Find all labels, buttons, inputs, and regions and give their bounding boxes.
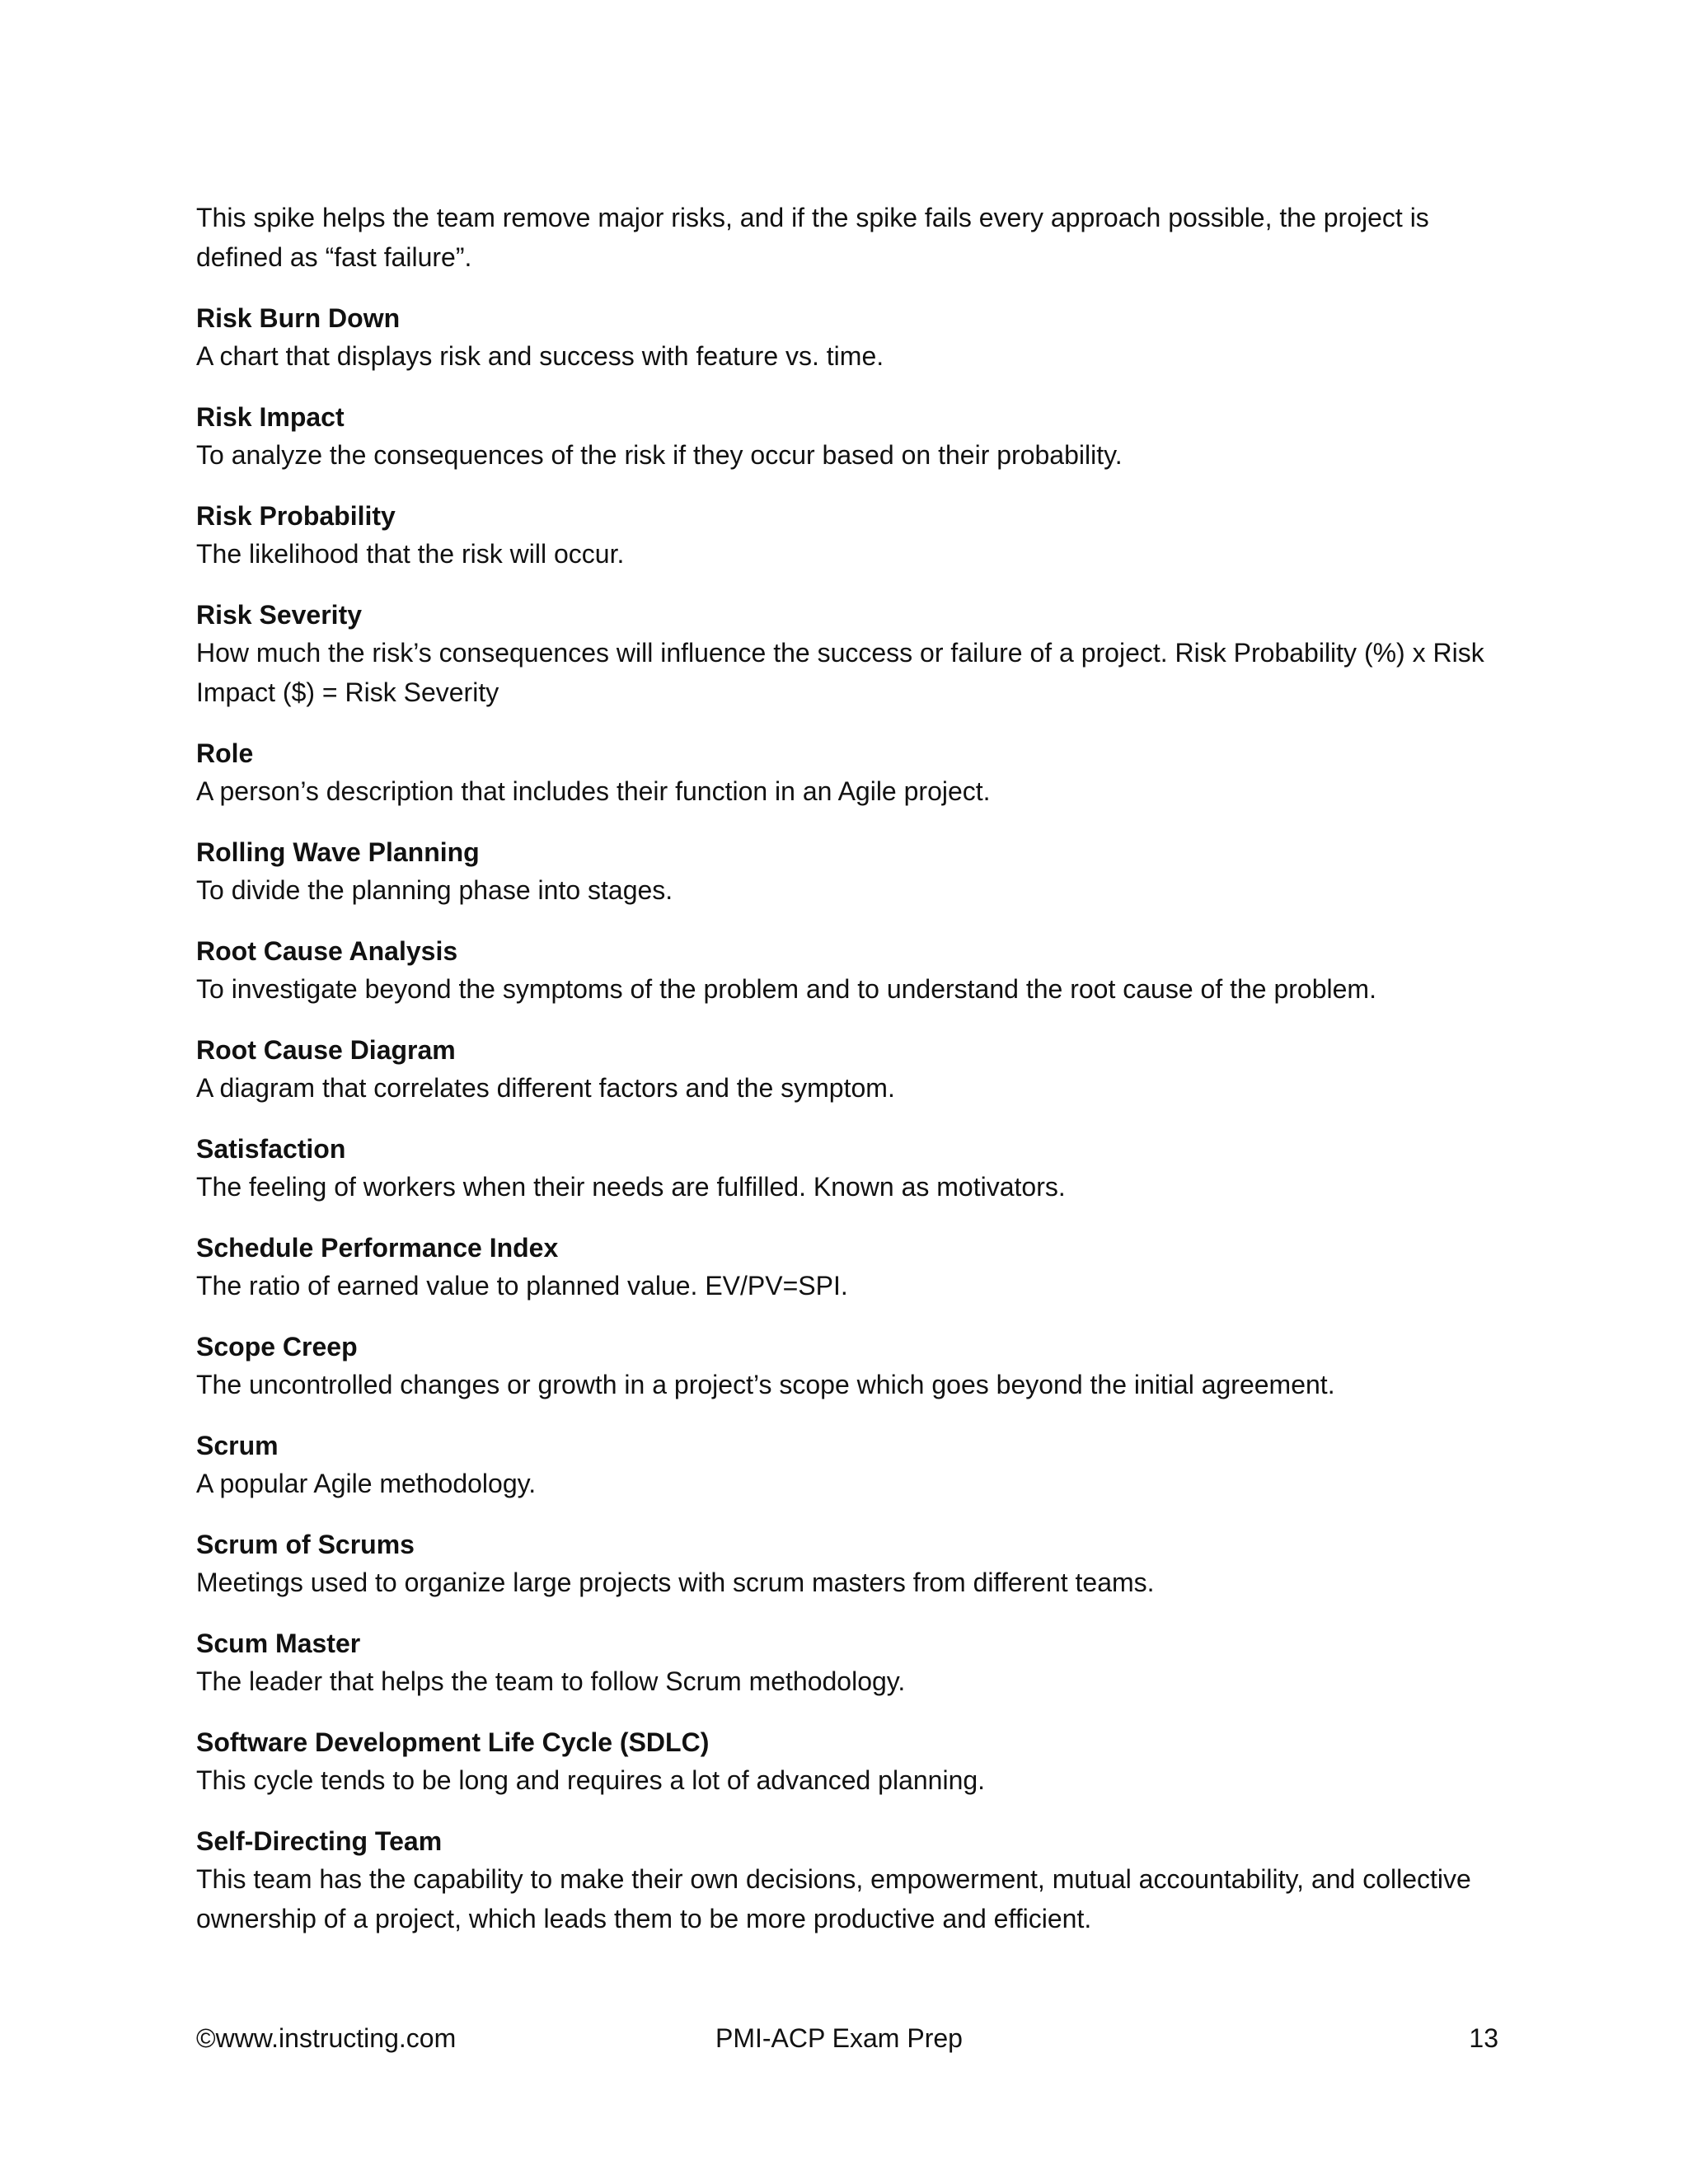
footer-title: PMI-ACP Exam Prep: [715, 2023, 963, 2053]
entry-term: Rolling Wave Planning: [196, 837, 480, 867]
glossary-entry: [196, 1131, 1498, 1207]
entry-term: Scum Master: [196, 1629, 361, 1658]
glossary-entry: [196, 1625, 1498, 1701]
entry-term: Root Cause Analysis: [196, 936, 458, 966]
entry-definition: The likelihood that the risk will occur.: [196, 539, 625, 569]
entry-term: Software Development Life Cycle (SDLC): [196, 1727, 710, 1757]
glossary-entry: [196, 1526, 1498, 1602]
footer-copyright: ©www.instructing.com: [196, 2023, 457, 2053]
entry-term: Root Cause Diagram: [196, 1035, 456, 1065]
entry-definition: To divide the planning phase into stages.: [196, 875, 673, 905]
entry-definition: Meetings used to organize large projects with scrum masters from different teams.: [196, 1568, 1155, 1597]
glossary-entry: [196, 1427, 1498, 1503]
entry-definition: How much the risk’s consequences will influence the success or failure of a project. Risk Probability (%) x Risk Impact ($) = Risk Severity: [196, 638, 1484, 707]
entry-definition: To analyze the consequences of the risk if they occur based on their probability.: [196, 440, 1123, 470]
glossary-entry: [196, 1329, 1498, 1404]
entry-definition: A popular Agile methodology.: [196, 1469, 537, 1498]
glossary-entry: [196, 1823, 1498, 1938]
glossary-entry: [196, 498, 1498, 574]
entry-term: Schedule Performance Index: [196, 1233, 559, 1263]
entry-definition: The uncontrolled changes or growth in a project’s scope which goes beyond the initial agreement.: [196, 1370, 1335, 1399]
entry-definition: A person’s description that includes their function in an Agile project.: [196, 776, 991, 806]
page-content: [196, 198, 1498, 1961]
glossary-entry: [196, 933, 1498, 1009]
glossary-entry: [196, 735, 1498, 811]
page-footer: [196, 2018, 1498, 2059]
entry-term: Self-Directing Team: [196, 1826, 443, 1856]
entry-term: Scrum of Scrums: [196, 1530, 415, 1559]
glossary-entry: [196, 399, 1498, 475]
glossary-entry: [196, 597, 1498, 712]
entry-definition: A chart that displays risk and success with feature vs. time.: [196, 341, 884, 371]
entry-definition: To investigate beyond the symptoms of the problem and to understand the root cause of the problem.: [196, 974, 1376, 1004]
glossary-entry: [196, 1724, 1498, 1800]
entry-term: Risk Impact: [196, 402, 345, 432]
glossary-entry: [196, 834, 1498, 910]
entry-definition: This team has the capability to make their own decisions, empowerment, mutual accountability, and collective ownership of a project, which leads them to be more productive and efficient.: [196, 1864, 1471, 1933]
entry-definition: This cycle tends to be long and requires a lot of advanced planning.: [196, 1765, 986, 1795]
entry-term: Risk Probability: [196, 501, 396, 531]
entry-definition: The leader that helps the team to follow Scrum methodology.: [196, 1666, 906, 1696]
glossary-entry: [196, 300, 1498, 376]
entry-term: Risk Severity: [196, 600, 363, 630]
entry-definition: A diagram that correlates different factors and the symptom.: [196, 1073, 895, 1103]
entry-definition: The feeling of workers when their needs are fulfilled. Known as motivators.: [196, 1172, 1066, 1202]
entry-term: Risk Burn Down: [196, 303, 401, 333]
entry-term: Role: [196, 738, 254, 768]
entry-definition: The ratio of earned value to planned value. EV/PV=SPI.: [196, 1271, 848, 1301]
intro-paragraph: This spike helps the team remove major risks, and if the spike fails every approach possible, the project is defined as “fast failure”.: [196, 203, 1429, 272]
glossary-entry: [196, 1230, 1498, 1305]
glossary-entry: [196, 1032, 1498, 1108]
footer-page-number: 13: [1469, 2023, 1498, 2053]
entry-term: Satisfaction: [196, 1134, 346, 1164]
entry-term: Scope Creep: [196, 1332, 358, 1361]
entry-term: Scrum: [196, 1431, 279, 1460]
